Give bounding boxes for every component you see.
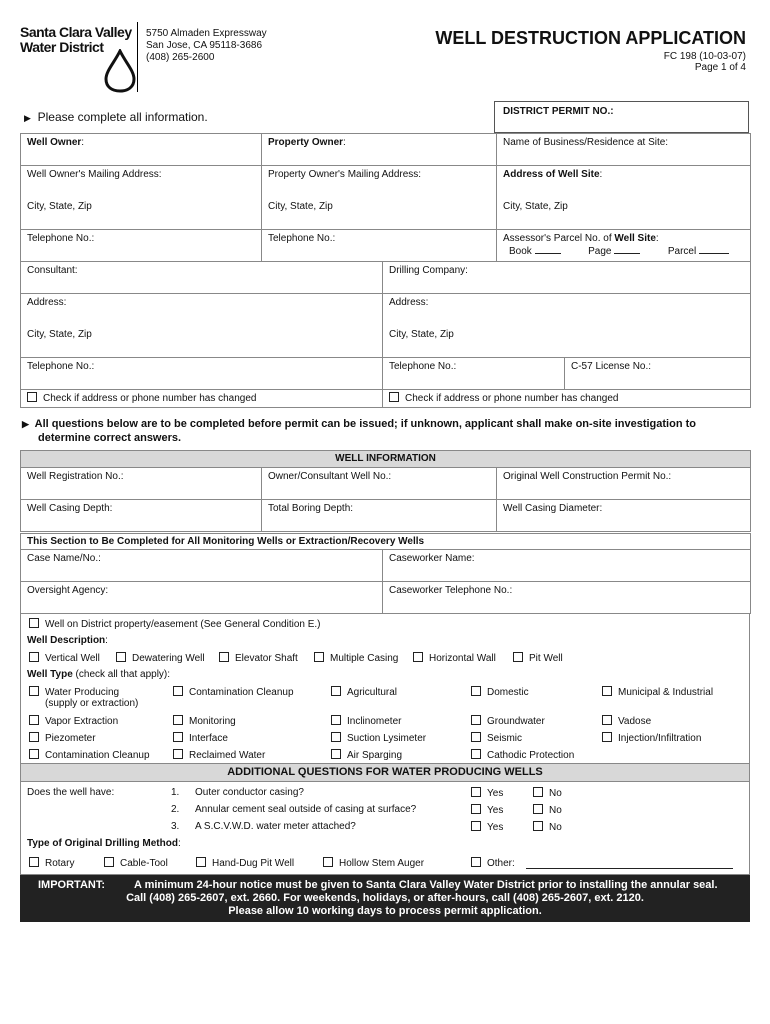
form-title: WELL DESTRUCTION APPLICATION — [435, 28, 746, 48]
well-owner-telephone-field[interactable]: Telephone No.: — [21, 230, 262, 262]
cable-tool-checkbox[interactable] — [104, 857, 114, 867]
boring-depth-field[interactable]: Total Boring Depth: — [262, 500, 497, 532]
municipal-industrial-checkbox[interactable] — [602, 686, 612, 696]
district-property-checkbox[interactable] — [29, 618, 39, 628]
contamination-cleanup-checkbox-1[interactable] — [173, 686, 183, 696]
well-description-section: Well on District property/easement (See General Condition E.) Well Description: Vertical Well Dewatering Well Elevator Shaft Multiple Casing Horizontal Wall Pit Well Well Type (check all that apply): Water Producing (supply or extraction) Contamination Cleanup Agricultural Domestic Municipal & Industrial Vapor Extraction Monitoring Inclinometer Groundwater Vadose Piezometer Interface Suction Lysimeter Seismic Injection/Infiltration Contamination Cleanup Reclaimed Water Air Sparging Cathodic Protection — [20, 613, 750, 763]
property-owner-telephone-field[interactable]: Telephone No.: — [262, 230, 497, 262]
logo-text-line2: Water District — [20, 39, 104, 55]
drilling-company-field[interactable]: Drilling Company: — [383, 262, 751, 294]
property-owner-mailing-field[interactable]: Property Owner's Mailing Address: City, State, Zip — [262, 166, 497, 230]
casing-depth-field[interactable]: Well Casing Depth: — [21, 500, 262, 532]
c57-license-field[interactable]: C-57 License No.: — [565, 358, 751, 390]
district-permit-label: DISTRICT PERMIT NO.: — [503, 106, 614, 117]
rotary-checkbox[interactable] — [29, 857, 39, 867]
original-permit-field[interactable]: Original Well Construction Permit No.: — [497, 468, 751, 500]
address-line1: 5750 Almaden Expressway — [146, 28, 267, 39]
vertical-well-checkbox[interactable] — [29, 652, 39, 662]
district-logo — [20, 25, 140, 95]
consultant-changed-checkbox[interactable] — [27, 392, 37, 402]
form-number — [664, 51, 746, 73]
consultant-changed-row: Check if address or phone number has changed — [21, 390, 383, 408]
vadose-checkbox[interactable] — [602, 715, 612, 725]
consultant-address-field[interactable]: Address: City, State, Zip — [21, 294, 383, 358]
well-site-address-field[interactable]: Address of Well Site: City, State, Zip — [497, 166, 751, 230]
important-label: IMPORTANT: — [38, 879, 106, 891]
address-phone: (408) 265-2600 — [146, 52, 215, 63]
instruction-line — [24, 110, 208, 124]
other-method-input[interactable] — [526, 868, 733, 869]
monitoring-table — [20, 533, 751, 614]
multiple-casing-checkbox[interactable] — [314, 652, 324, 662]
well-info-table — [20, 450, 751, 532]
interface-checkbox[interactable] — [173, 732, 183, 742]
q3-yes-checkbox[interactable] — [471, 821, 481, 831]
q1-no-checkbox[interactable] — [533, 787, 543, 797]
address-line2: San Jose, CA 95118-3686 — [146, 40, 263, 51]
district-address — [146, 28, 267, 64]
piezometer-checkbox[interactable] — [29, 732, 39, 742]
water-drop-icon — [100, 49, 140, 93]
owner-well-no-field[interactable]: Owner/Consultant Well No.: — [262, 468, 497, 500]
consultant-field[interactable]: Consultant: — [21, 262, 383, 294]
horizontal-wall-checkbox[interactable] — [413, 652, 423, 662]
cathodic-protection-checkbox[interactable] — [471, 749, 481, 759]
hand-dug-pit-checkbox[interactable] — [196, 857, 206, 867]
well-registration-field[interactable]: Well Registration No.: — [21, 468, 262, 500]
form-code: FC 198 (10-03-07) — [663, 51, 746, 62]
dewatering-well-checkbox[interactable] — [116, 652, 126, 662]
drilling-changed-checkbox[interactable] — [389, 392, 399, 402]
reclaimed-water-checkbox[interactable] — [173, 749, 183, 759]
instruction-text: Please complete all information. — [37, 110, 208, 124]
vapor-extraction-checkbox[interactable] — [29, 715, 39, 725]
triangle-bullet-icon: ▶ — [22, 419, 29, 429]
elevator-shaft-checkbox[interactable] — [219, 652, 229, 662]
monitoring-header: This Section to Be Completed for All Monitoring Wells or Extraction/Recovery Wells — [21, 534, 751, 550]
pit-well-checkbox[interactable] — [513, 652, 523, 662]
important-notice: IMPORTANT: A minimum 24-hour notice must be given to Santa Clara Valley Water District prior to installing the annular seal. Call (408) 265-2607, ext. 2660. For weekends, holidays, or after-hours, call (408) 265-2607, ext. 2120. Please allow 10 working days to process permit application. — [20, 875, 750, 922]
hollow-stem-auger-checkbox[interactable] — [323, 857, 333, 867]
questions-note: ▶ All questions below are to be completed before permit can be issued; if unknown, applicant shall make on-site investigation to determine correct answers. — [22, 418, 696, 444]
casing-diameter-field[interactable]: Well Casing Diameter: — [497, 500, 751, 532]
additional-questions-header: ADDITIONAL QUESTIONS FOR WATER PRODUCING WELLS — [21, 764, 749, 782]
logo-text-line1: Santa Clara Valley — [20, 24, 132, 40]
consultant-table — [20, 261, 751, 408]
case-name-field[interactable]: Case Name/No.: — [21, 550, 383, 582]
additional-questions-section: ADDITIONAL QUESTIONS FOR WATER PRODUCING WELLS Does the well have: 1. Outer conductor casing? Yes No 2. Annular cement seal outside of casing at surface? Yes No 3. A S.C.V.W.D. water meter attached? Yes No Type of Original Drilling Method: Rotary Cable-Tool Hand-Dug Pit Well Hollow Stem Auger Other: — [20, 763, 750, 875]
header-divider — [137, 22, 138, 92]
well-owner-mailing-field[interactable]: Well Owner's Mailing Address: City, State, Zip — [21, 166, 262, 230]
water-producing-checkbox[interactable] — [29, 686, 39, 696]
q2-yes-checkbox[interactable] — [471, 804, 481, 814]
consultant-telephone-field[interactable]: Telephone No.: — [21, 358, 383, 390]
property-owner-field[interactable]: Property Owner: — [262, 134, 497, 166]
suction-lysimeter-checkbox[interactable] — [331, 732, 341, 742]
well-owner-field[interactable]: Well Owner: — [21, 134, 262, 166]
page-number: Page 1 of 4 — [694, 62, 746, 73]
other-method-checkbox[interactable] — [471, 857, 481, 867]
q1-yes-checkbox[interactable] — [471, 787, 481, 797]
triangle-bullet-icon: ▶ — [24, 113, 31, 123]
agricultural-checkbox[interactable] — [331, 686, 341, 696]
q2-no-checkbox[interactable] — [533, 804, 543, 814]
drilling-address-field[interactable]: Address: City, State, Zip — [383, 294, 751, 358]
drilling-changed-row: Check if address or phone number has changed — [383, 390, 751, 408]
contamination-cleanup-checkbox-2[interactable] — [29, 749, 39, 759]
seismic-checkbox[interactable] — [471, 732, 481, 742]
assessor-parcel-field[interactable]: Assessor's Parcel No. of Well Site: Book Page Parcel — [497, 230, 751, 262]
inclinometer-checkbox[interactable] — [331, 715, 341, 725]
drilling-telephone-field[interactable]: Telephone No.: — [383, 358, 565, 390]
caseworker-phone-field[interactable]: Caseworker Telephone No.: — [383, 582, 751, 614]
oversight-agency-field[interactable]: Oversight Agency: — [21, 582, 383, 614]
domestic-checkbox[interactable] — [471, 686, 481, 696]
owner-table — [20, 133, 751, 262]
well-info-header: WELL INFORMATION — [21, 451, 751, 468]
caseworker-name-field[interactable]: Caseworker Name: — [383, 550, 751, 582]
district-permit-box[interactable] — [494, 101, 749, 133]
does-well-have-label: Does the well have: — [27, 787, 115, 798]
injection-infiltration-checkbox[interactable] — [602, 732, 612, 742]
monitoring-checkbox[interactable] — [173, 715, 183, 725]
q3-no-checkbox[interactable] — [533, 821, 543, 831]
business-name-field[interactable]: Name of Business/Residence at Site: — [497, 134, 751, 166]
groundwater-checkbox[interactable] — [471, 715, 481, 725]
air-sparging-checkbox[interactable] — [331, 749, 341, 759]
